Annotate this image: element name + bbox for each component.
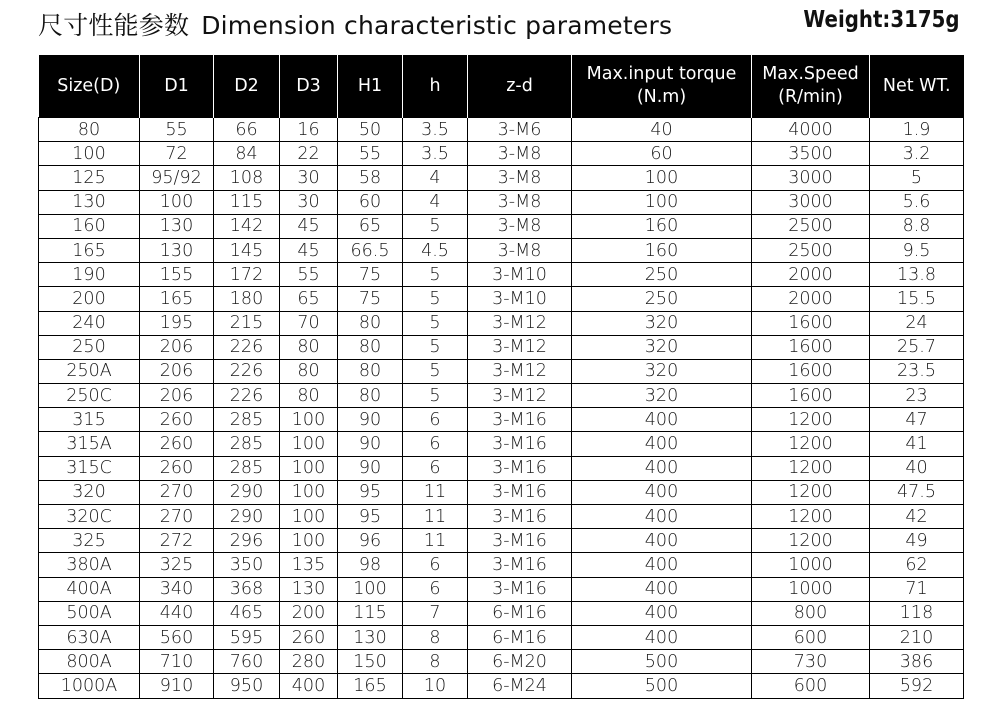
table-cell: 100 xyxy=(572,166,752,190)
table-cell: 400 xyxy=(572,553,752,577)
table-cell: 100 xyxy=(572,190,752,214)
table-cell: 130 xyxy=(140,238,214,262)
table-cell: 130 xyxy=(280,577,338,601)
table-cell: 240 xyxy=(39,311,140,335)
table-cell: 71 xyxy=(870,577,964,601)
table-cell: 155 xyxy=(140,263,214,287)
table-cell: 730 xyxy=(752,650,870,674)
table-cell: 600 xyxy=(752,674,870,698)
table-cell: 6-M16 xyxy=(468,601,572,625)
table-cell: 55 xyxy=(140,118,214,142)
table-cell: 206 xyxy=(140,359,214,383)
table-cell: 2500 xyxy=(752,238,870,262)
table-cell: 4.5 xyxy=(403,238,468,262)
table-cell: 1.9 xyxy=(870,118,964,142)
table-cell: 5 xyxy=(403,263,468,287)
table-cell: 3-M12 xyxy=(468,335,572,359)
table-cell: 4000 xyxy=(752,118,870,142)
table-cell: 800 xyxy=(752,601,870,625)
table-cell: 95/92 xyxy=(140,166,214,190)
table-cell: 47.5 xyxy=(870,480,964,504)
table-cell: 1000A xyxy=(39,674,140,698)
table-cell: 100 xyxy=(280,529,338,553)
table-cell: 115 xyxy=(338,601,403,625)
table-cell: 226 xyxy=(214,335,280,359)
table-cell: 100 xyxy=(280,456,338,480)
table-cell: 150 xyxy=(338,650,403,674)
table-cell: 45 xyxy=(280,214,338,238)
column-header-line: (R/min) xyxy=(778,87,843,107)
table-cell: 11 xyxy=(403,505,468,529)
table-cell: 60 xyxy=(338,190,403,214)
table-cell: 400 xyxy=(572,432,752,456)
column-header-line: (N.m) xyxy=(636,87,687,107)
table-cell: 250 xyxy=(572,263,752,287)
header-row xyxy=(39,55,964,118)
table-cell: 80 xyxy=(338,384,403,408)
column-header xyxy=(403,55,468,118)
table-row xyxy=(39,408,964,432)
table-cell: 3-M16 xyxy=(468,577,572,601)
table-row xyxy=(39,214,964,238)
column-header xyxy=(870,55,964,118)
table-cell: 400 xyxy=(572,480,752,504)
table-row xyxy=(39,142,964,166)
table-cell: 400 xyxy=(572,601,752,625)
table-cell: 95 xyxy=(338,505,403,529)
table-cell: 320 xyxy=(572,311,752,335)
table-row xyxy=(39,118,964,142)
table-cell: 3-M6 xyxy=(468,118,572,142)
table-row xyxy=(39,190,964,214)
table-cell: 95 xyxy=(338,480,403,504)
table-cell: 100 xyxy=(338,577,403,601)
table-cell: 350 xyxy=(214,553,280,577)
table-cell: 296 xyxy=(214,529,280,553)
table-cell: 325 xyxy=(39,529,140,553)
table-cell: 65 xyxy=(280,287,338,311)
column-header xyxy=(39,55,140,118)
table-cell: 270 xyxy=(140,480,214,504)
column-header xyxy=(140,55,214,118)
table-cell: 200 xyxy=(280,601,338,625)
table-cell: 47 xyxy=(870,408,964,432)
table-cell: 3-M10 xyxy=(468,287,572,311)
table-cell: 6 xyxy=(403,432,468,456)
column-header-line: Size(D) xyxy=(57,75,121,96)
table-cell: 320 xyxy=(572,359,752,383)
table-cell: 8 xyxy=(403,650,468,674)
table-cell: 260 xyxy=(140,408,214,432)
column-header-line: Max.Speed xyxy=(762,64,859,84)
table-cell: 11 xyxy=(403,529,468,553)
table-cell: 30 xyxy=(280,166,338,190)
table-row xyxy=(39,601,964,625)
table-cell: 3-M12 xyxy=(468,359,572,383)
table-row xyxy=(39,384,964,408)
table-cell: 215 xyxy=(214,311,280,335)
table-cell: 22 xyxy=(280,142,338,166)
table-cell: 80 xyxy=(280,384,338,408)
table-cell: 100 xyxy=(280,408,338,432)
table-cell: 23.5 xyxy=(870,359,964,383)
table-cell: 950 xyxy=(214,674,280,698)
table-cell: 315A xyxy=(39,432,140,456)
table-row xyxy=(39,553,964,577)
table-cell: 6 xyxy=(403,408,468,432)
table-cell: 108 xyxy=(214,166,280,190)
table-cell: 206 xyxy=(140,335,214,359)
table-cell: 226 xyxy=(214,384,280,408)
weight-label: Weight:3175g xyxy=(803,7,960,33)
table-cell: 226 xyxy=(214,359,280,383)
table-cell: 100 xyxy=(140,190,214,214)
table-cell: 3-M8 xyxy=(468,166,572,190)
table-cell: 7 xyxy=(403,601,468,625)
column-header-line: Max.input torque xyxy=(586,64,737,84)
table-cell: 80 xyxy=(338,311,403,335)
table-cell: 41 xyxy=(870,432,964,456)
column-header xyxy=(280,55,338,118)
table-cell: 3-M10 xyxy=(468,263,572,287)
table-cell: 3-M16 xyxy=(468,480,572,504)
table-row xyxy=(39,456,964,480)
page-title xyxy=(38,6,672,42)
table-cell: 80 xyxy=(280,359,338,383)
table-cell: 70 xyxy=(280,311,338,335)
table-row xyxy=(39,650,964,674)
table-cell: 3-M16 xyxy=(468,553,572,577)
table-cell: 66.5 xyxy=(338,238,403,262)
table-cell: 160 xyxy=(572,214,752,238)
table-cell: 6 xyxy=(403,456,468,480)
table-cell: 160 xyxy=(39,214,140,238)
table-cell: 3-M16 xyxy=(468,505,572,529)
table-cell: 5 xyxy=(403,335,468,359)
table-row xyxy=(39,625,964,649)
table-cell: 65 xyxy=(338,214,403,238)
table-row xyxy=(39,166,964,190)
table-cell: 1200 xyxy=(752,432,870,456)
title-chinese: 尺寸性能参数 xyxy=(38,11,190,40)
table-cell: 24 xyxy=(870,311,964,335)
table-cell: 320 xyxy=(39,480,140,504)
table-cell: 5 xyxy=(403,214,468,238)
table-cell: 58 xyxy=(338,166,403,190)
table-cell: 23 xyxy=(870,384,964,408)
table-cell: 50 xyxy=(338,118,403,142)
table-cell: 1200 xyxy=(752,480,870,504)
table-cell: 115 xyxy=(214,190,280,214)
table-cell: 500 xyxy=(572,650,752,674)
table-cell: 315C xyxy=(39,456,140,480)
table-cell: 100 xyxy=(39,142,140,166)
table-cell: 6-M20 xyxy=(468,650,572,674)
table-cell: 172 xyxy=(214,263,280,287)
table-cell: 49 xyxy=(870,529,964,553)
table-cell: 320C xyxy=(39,505,140,529)
table-cell: 3-M16 xyxy=(468,529,572,553)
title-english: Dimension characteristic parameters xyxy=(201,11,673,40)
table-cell: 15.5 xyxy=(870,287,964,311)
column-header xyxy=(214,55,280,118)
table-cell: 5 xyxy=(403,359,468,383)
table-cell: 3-M8 xyxy=(468,214,572,238)
table-cell: 280 xyxy=(280,650,338,674)
table-cell: 5 xyxy=(403,287,468,311)
column-header-line: z-d xyxy=(506,75,533,96)
column-header xyxy=(572,55,752,118)
table-cell: 1200 xyxy=(752,408,870,432)
table-cell: 5.6 xyxy=(870,190,964,214)
table-cell: 11 xyxy=(403,480,468,504)
table-cell: 5 xyxy=(403,311,468,335)
table-cell: 3.5 xyxy=(403,142,468,166)
table-cell: 3000 xyxy=(752,190,870,214)
table-cell: 55 xyxy=(338,142,403,166)
table-cell: 100 xyxy=(280,480,338,504)
table-cell: 3-M8 xyxy=(468,238,572,262)
table-cell: 6-M24 xyxy=(468,674,572,698)
table-cell: 5 xyxy=(403,384,468,408)
table-cell: 1200 xyxy=(752,456,870,480)
table-cell: 8 xyxy=(403,625,468,649)
table-cell: 190 xyxy=(39,263,140,287)
table-cell: 180 xyxy=(214,287,280,311)
table-cell: 1600 xyxy=(752,384,870,408)
table-cell: 3-M16 xyxy=(468,432,572,456)
table-cell: 400 xyxy=(572,505,752,529)
table-cell: 3-M16 xyxy=(468,456,572,480)
table-cell: 3-M8 xyxy=(468,190,572,214)
table-cell: 40 xyxy=(572,118,752,142)
table-cell: 1200 xyxy=(752,505,870,529)
table-cell: 315 xyxy=(39,408,140,432)
table-cell: 320 xyxy=(572,384,752,408)
table-cell: 130 xyxy=(39,190,140,214)
column-header-line: D2 xyxy=(234,75,259,96)
table-cell: 400 xyxy=(572,625,752,649)
table-cell: 285 xyxy=(214,408,280,432)
table-cell: 1600 xyxy=(752,335,870,359)
table-cell: 10 xyxy=(403,674,468,698)
table-cell: 270 xyxy=(140,505,214,529)
table-cell: 142 xyxy=(214,214,280,238)
table-cell: 285 xyxy=(214,456,280,480)
table-cell: 135 xyxy=(280,553,338,577)
table-cell: 13.8 xyxy=(870,263,964,287)
table-cell: 1000 xyxy=(752,577,870,601)
column-header-line: D1 xyxy=(164,75,189,96)
table-cell: 250A xyxy=(39,359,140,383)
table-cell: 98 xyxy=(338,553,403,577)
table-cell: 80 xyxy=(280,335,338,359)
table-cell: 4 xyxy=(403,190,468,214)
column-header-line: h xyxy=(429,75,441,96)
table-row xyxy=(39,674,964,698)
table-cell: 45 xyxy=(280,238,338,262)
table-cell: 96 xyxy=(338,529,403,553)
table-cell: 6-M16 xyxy=(468,625,572,649)
table-cell: 165 xyxy=(140,287,214,311)
table-cell: 290 xyxy=(214,505,280,529)
column-header-line: H1 xyxy=(357,75,383,96)
table-cell: 8.8 xyxy=(870,214,964,238)
table-cell: 3.2 xyxy=(870,142,964,166)
table-cell: 600 xyxy=(752,625,870,649)
table-cell: 3-M16 xyxy=(468,408,572,432)
table-cell: 25.7 xyxy=(870,335,964,359)
table-cell: 1600 xyxy=(752,359,870,383)
table-cell: 130 xyxy=(140,214,214,238)
table-cell: 400 xyxy=(572,408,752,432)
table-cell: 5 xyxy=(870,166,964,190)
table-cell: 400 xyxy=(572,577,752,601)
table-cell: 272 xyxy=(140,529,214,553)
table-row xyxy=(39,311,964,335)
table-cell: 6 xyxy=(403,577,468,601)
column-header xyxy=(468,55,572,118)
table-cell: 100 xyxy=(280,432,338,456)
table-cell: 4 xyxy=(403,166,468,190)
table-cell: 260 xyxy=(140,456,214,480)
table-cell: 500A xyxy=(39,601,140,625)
table-cell: 500 xyxy=(572,674,752,698)
table-cell: 400 xyxy=(572,529,752,553)
table-header xyxy=(39,55,964,118)
table-cell: 250 xyxy=(572,287,752,311)
table-cell: 118 xyxy=(870,601,964,625)
column-header xyxy=(338,55,403,118)
table-cell: 595 xyxy=(214,625,280,649)
table-cell: 42 xyxy=(870,505,964,529)
table-cell: 760 xyxy=(214,650,280,674)
table-cell: 75 xyxy=(338,287,403,311)
table-row xyxy=(39,529,964,553)
table-cell: 3-M12 xyxy=(468,311,572,335)
table-row xyxy=(39,335,964,359)
table-cell: 260 xyxy=(140,432,214,456)
table-cell: 55 xyxy=(280,263,338,287)
table-cell: 910 xyxy=(140,674,214,698)
table-row xyxy=(39,359,964,383)
table-cell: 380A xyxy=(39,553,140,577)
table-cell: 630A xyxy=(39,625,140,649)
table-cell: 75 xyxy=(338,263,403,287)
table-cell: 195 xyxy=(140,311,214,335)
table-cell: 200 xyxy=(39,287,140,311)
table-cell: 210 xyxy=(870,625,964,649)
table-cell: 1600 xyxy=(752,311,870,335)
table-cell: 400A xyxy=(39,577,140,601)
table-cell: 440 xyxy=(140,601,214,625)
table-cell: 90 xyxy=(338,408,403,432)
table-row xyxy=(39,263,964,287)
table-cell: 3-M8 xyxy=(468,142,572,166)
column-header-line: Net WT. xyxy=(882,75,951,96)
table-cell: 165 xyxy=(338,674,403,698)
table-cell: 3-M12 xyxy=(468,384,572,408)
table-cell: 6 xyxy=(403,553,468,577)
table-cell: 320 xyxy=(572,335,752,359)
table-cell: 145 xyxy=(214,238,280,262)
table-cell: 250 xyxy=(39,335,140,359)
table-body xyxy=(39,118,964,699)
table-cell: 160 xyxy=(572,238,752,262)
column-header-line: D3 xyxy=(296,75,321,96)
table-cell: 60 xyxy=(572,142,752,166)
table-cell: 100 xyxy=(280,505,338,529)
table-cell: 560 xyxy=(140,625,214,649)
table-cell: 368 xyxy=(214,577,280,601)
table-cell: 325 xyxy=(140,553,214,577)
table-cell: 400 xyxy=(572,456,752,480)
table-cell: 340 xyxy=(140,577,214,601)
table-cell: 3.5 xyxy=(403,118,468,142)
table-cell: 285 xyxy=(214,432,280,456)
table-cell: 290 xyxy=(214,480,280,504)
table-cell: 9.5 xyxy=(870,238,964,262)
table-cell: 592 xyxy=(870,674,964,698)
table-cell: 2500 xyxy=(752,214,870,238)
column-header xyxy=(752,55,870,118)
table-cell: 80 xyxy=(338,335,403,359)
table-row xyxy=(39,505,964,529)
table-cell: 80 xyxy=(338,359,403,383)
dimension-table xyxy=(38,55,964,699)
table-cell: 3500 xyxy=(752,142,870,166)
table-cell: 1200 xyxy=(752,529,870,553)
table-cell: 16 xyxy=(280,118,338,142)
table-row xyxy=(39,577,964,601)
table-cell: 125 xyxy=(39,166,140,190)
table-cell: 260 xyxy=(280,625,338,649)
table-cell: 90 xyxy=(338,456,403,480)
table-cell: 465 xyxy=(214,601,280,625)
table-cell: 62 xyxy=(870,553,964,577)
table-cell: 2000 xyxy=(752,287,870,311)
table-cell: 800A xyxy=(39,650,140,674)
table-cell: 80 xyxy=(39,118,140,142)
table-cell: 72 xyxy=(140,142,214,166)
table-cell: 165 xyxy=(39,238,140,262)
table-row xyxy=(39,480,964,504)
table-row xyxy=(39,432,964,456)
table-cell: 2000 xyxy=(752,263,870,287)
table-cell: 3000 xyxy=(752,166,870,190)
table-cell: 90 xyxy=(338,432,403,456)
table-row xyxy=(39,287,964,311)
table-cell: 84 xyxy=(214,142,280,166)
table-cell: 400 xyxy=(280,674,338,698)
table-cell: 250C xyxy=(39,384,140,408)
table-cell: 30 xyxy=(280,190,338,214)
table-cell: 1000 xyxy=(752,553,870,577)
table-cell: 206 xyxy=(140,384,214,408)
table-cell: 386 xyxy=(870,650,964,674)
table-cell: 66 xyxy=(214,118,280,142)
table-cell: 710 xyxy=(140,650,214,674)
table-row xyxy=(39,238,964,262)
table-cell: 130 xyxy=(338,625,403,649)
table-cell: 40 xyxy=(870,456,964,480)
